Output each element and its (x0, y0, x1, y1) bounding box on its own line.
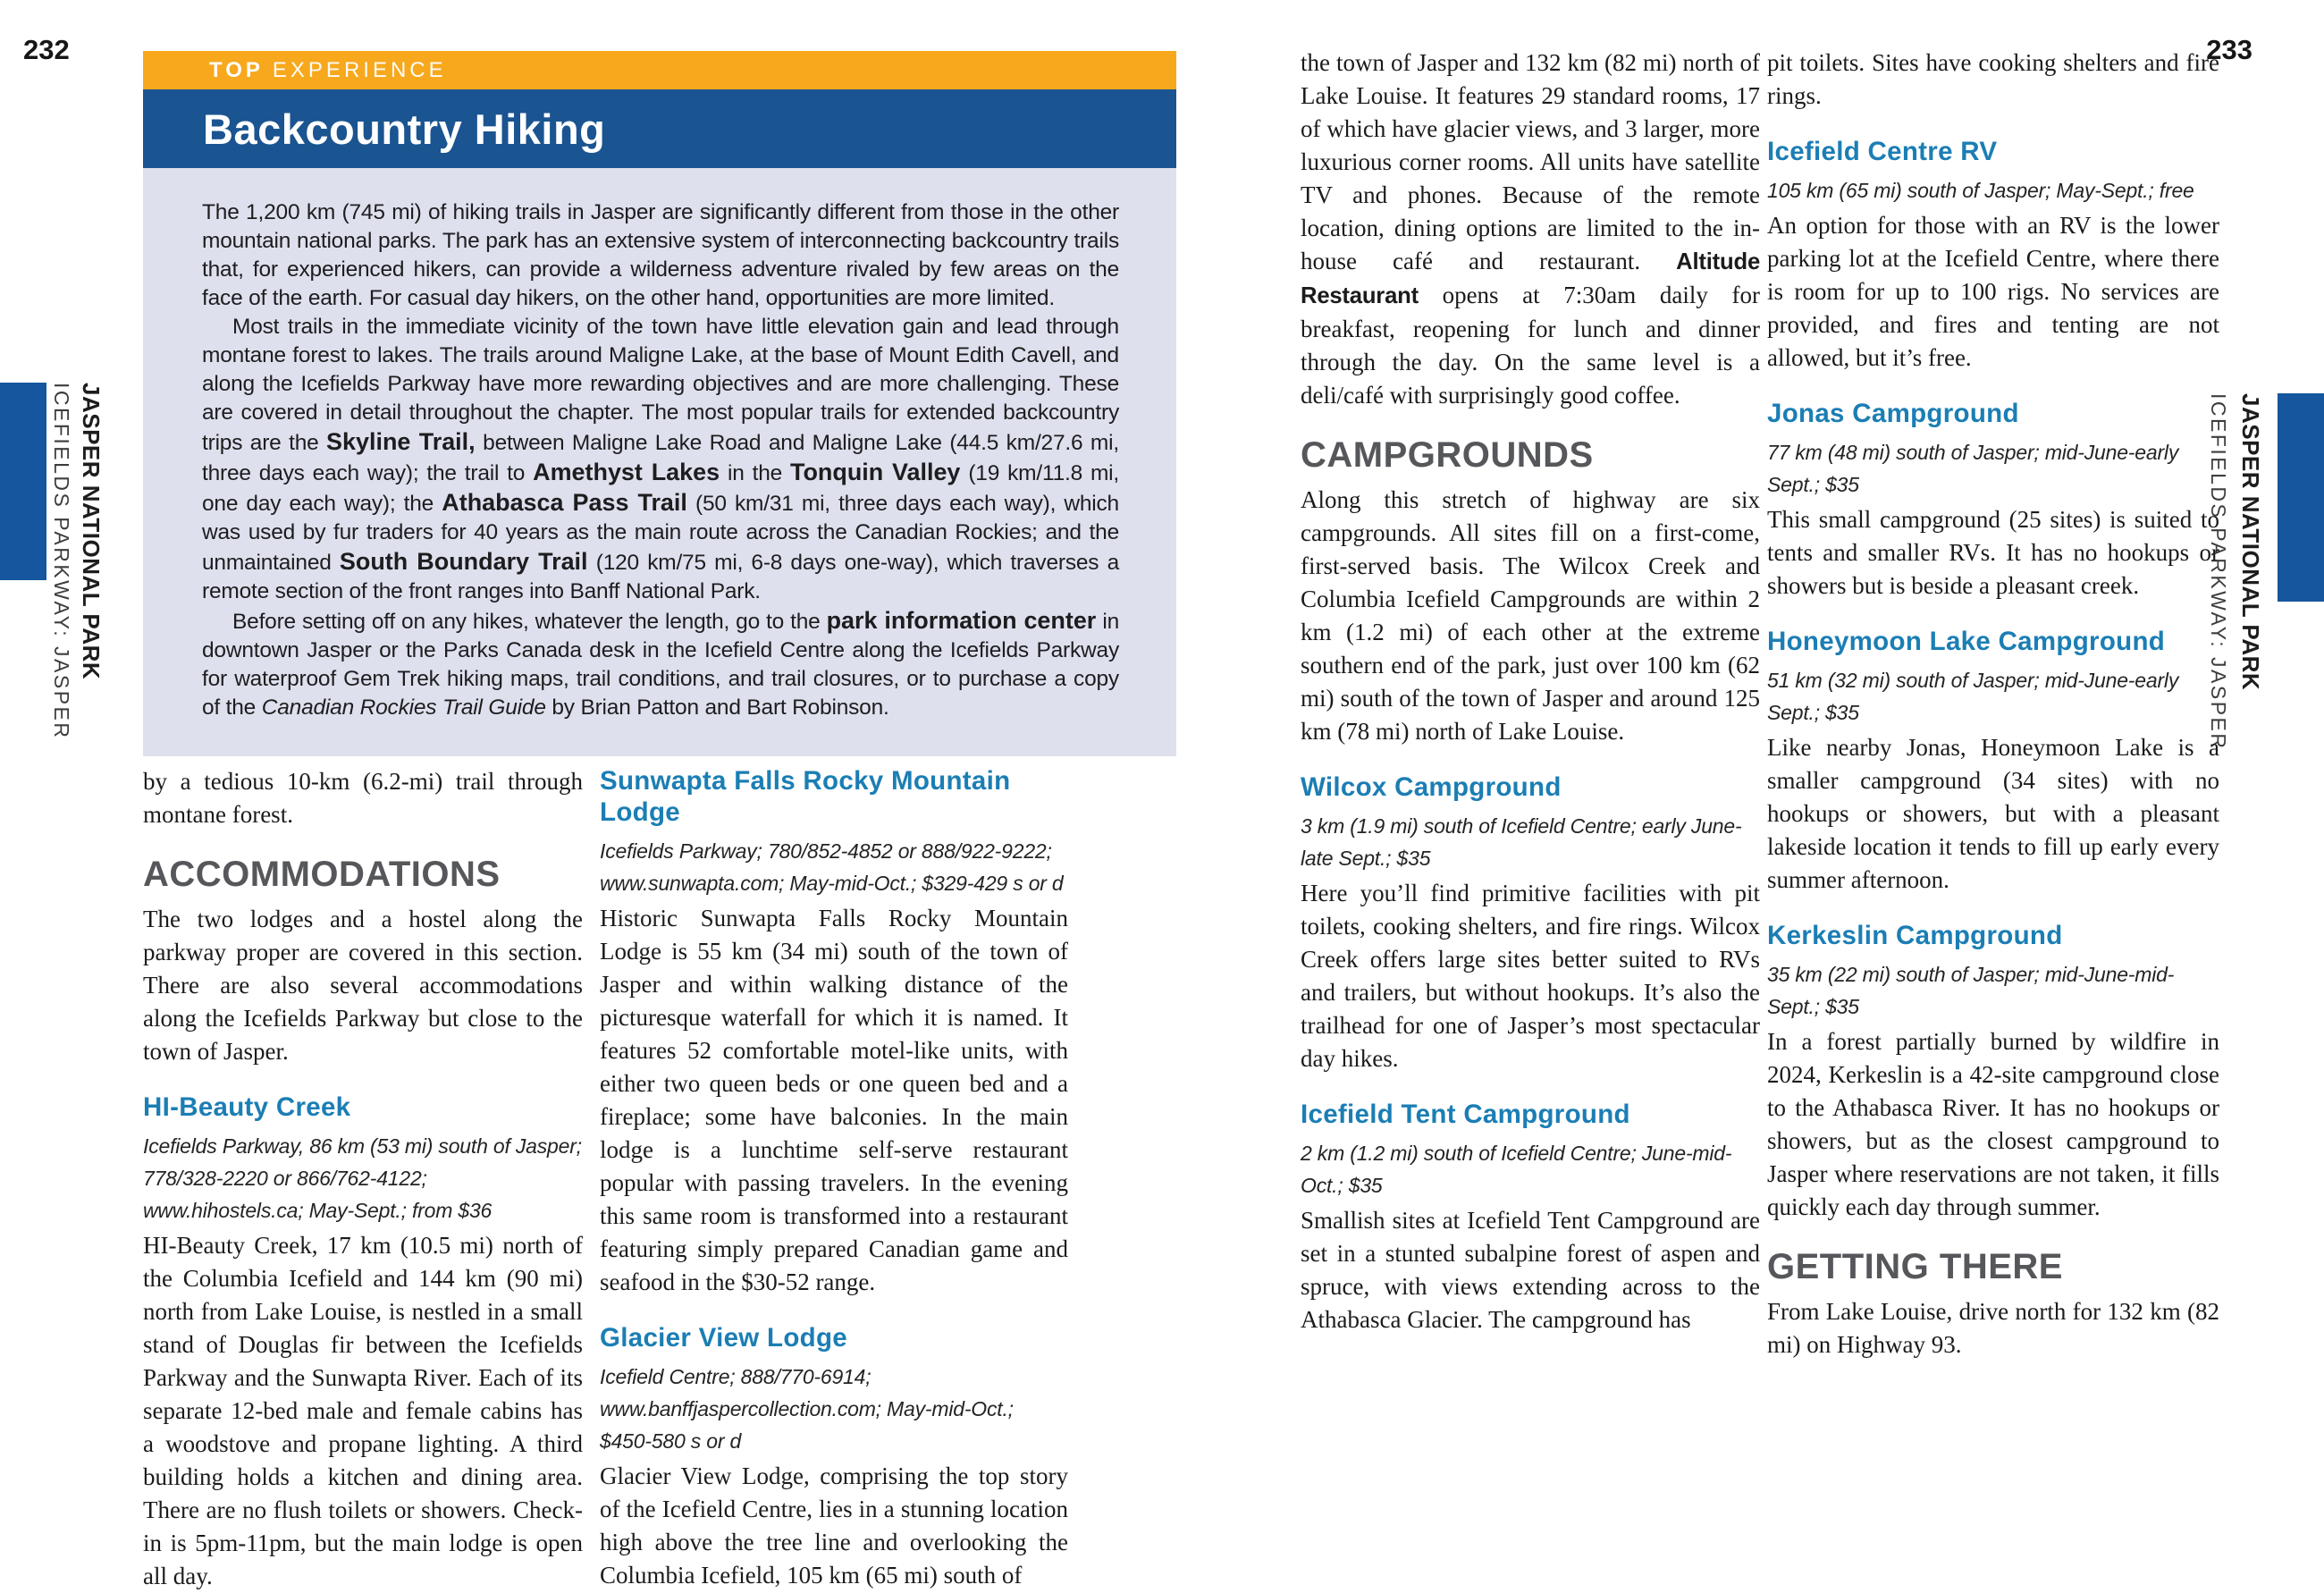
section-heading: GETTING THERE (1767, 1247, 2063, 1286)
sidebar-park-label-right: JASPER NATIONAL PARK (2237, 393, 2264, 691)
listing-heading: Icefield Tent Campground (1301, 1100, 1630, 1129)
body-paragraph: Glacier View Lodge, comprising the top story of the Icefield Centre, lies in a stunning location high above the tree line and overlooking the Columbia Icefield, 105 km (65 mi) south of (600, 1462, 1068, 1589)
feature-box-paragraph: The 1,200 km (745 mi) of hiking trails in Jasper are significantly different from those in the other mountain national parks. The park has an extensive system of interconnecting backcountry trails that, for experienced hikers, can provide a wilderness adventure rivaled by few areas on the face of the earth. For casual day hikers, on the other hand, opportunities are more limited. (202, 200, 1119, 310)
body-paragraph: The two lodges and a hostel along the parkway proper are covered in this section. There are also several accommodations along the Icefields Parkway but close to the town of Jasper. (143, 906, 583, 1065)
listing-details: Icefields Parkway, 86 km (53 mi) south of Jasper; 778/328-2220 or 866/762-4122; www.hihostels.ca; May-Sept.; from $36 (143, 1134, 582, 1222)
sidebar-chapter-label-right: ICEFIELDS PARKWAY: JASPER (2207, 393, 2230, 751)
section-heading: CAMPGROUNDS (1301, 435, 1594, 475)
body-paragraph: Along this stretch of highway are six campgrounds. All sites fill on a first-come, first-served basis. The Wilcox Creek and Columbia Icefield Campgrounds are within 2 km (1.2 mi) of each other at the extreme southern end of the park, just over 100 km (62 mi) south of the town of Jasper and around 125 km (78 mi) north of Lake Louise. (1301, 486, 1760, 745)
page-number-left: 232 (23, 34, 70, 65)
left-page-column-2 (600, 765, 1068, 1592)
listing-details: 35 km (22 mi) south of Jasper; mid-June-mid-Sept.; $35 (1767, 963, 2175, 1018)
sidebar-color-tab-left (0, 383, 46, 580)
listing-heading: Kerkeslin Campground (1767, 921, 2063, 950)
listing-details: 51 km (32 mi) south of Jasper; mid-June-early Sept.; $35 (1767, 669, 2179, 724)
listing-details: 77 km (48 mi) south of Jasper; mid-June-early Sept.; $35 (1767, 441, 2179, 496)
body-paragraph: In a forest partially burned by wildfire in 2024, Kerkeslin is a 42-site campground close to the Athabasca River. It has no hookups or showers, but as the closest campground to Jasper where reservations are not taken, it fills quickly each day through summer. (1767, 1028, 2219, 1220)
listing-heading: Icefield Centre RV (1767, 137, 1998, 166)
listing-details: Icefield Centre; 888/770-6914; www.banffjaspercollection.com; May-mid-Oct.; $450-580 s or d (600, 1365, 1014, 1453)
body-paragraph: the town of Jasper and 132 km (82 mi) north of Lake Louise. It features 29 standard rooms, 17 of which have glacier views, and 3 larger, more luxurious corner rooms. All units have satellite TV and phones. Because of the remote location, dining options are limited to the in-house café and restaurant. Altitude Restaurant opens at 7:30am daily for breakfast, reopening for lunch and dinner through the day. On the same level is a deli/café with surprisingly good coffee. (1301, 49, 1760, 409)
eyebrow-rest-label: EXPERIENCE (272, 57, 447, 82)
eyebrow-bold-label: TOP (209, 57, 264, 82)
body-paragraph: An option for those with an RV is the lower parking lot at the Icefield Centre, where there is room for up to 100 rigs. No services are provided, and fires and tenting are not allowed, but it’s free. (1767, 212, 2219, 371)
sidebar-chapter-label-left: ICEFIELDS PARKWAY: JASPER (50, 383, 73, 740)
body-paragraph: HI-Beauty Creek, 17 km (10.5 mi) north of the Columbia Icefield and 144 km (90 mi) north from Lake Louise, is nestled in a small stand of Douglas fir between the Icefields Parkway and the Sunwapta River. Each of its separate 12-bed male and female cabins has a woodstove and propane lighting. A third building holds a kitchen and dining area. There are no flush toilets or showers. Check-in is 5pm-11pm, but the main lodge is open all day. (143, 1232, 583, 1589)
listing-details: 2 km (1.2 mi) south of Icefield Centre; June-mid-Oct.; $35 (1301, 1142, 1732, 1197)
body-paragraph: Like nearby Jonas, Honeymoon Lake is a smaller campground (34 sites) with no hookups or showers, but with a pleasant lakeside location it tends to fill up early every summer afternoon. (1767, 734, 2219, 893)
body-paragraph: From Lake Louise, drive north for 132 km (82 mi) on Highway 93. (1767, 1298, 2219, 1358)
body-paragraph: This small campground (25 sites) is suited to tents and smaller RVs. It has no hookups or showers but is beside a pleasant creek. (1767, 506, 2219, 599)
body-paragraph: Historic Sunwapta Falls Rocky Mountain Lodge is 55 km (34 mi) south of the town of Jasper and within walking distance of the picturesque waterfall for which it is named. It features 52 comfortable motel-like units, with either two queen beds or one queen bed and a fireplace; some have balconies. In the main lodge is a lunchtime self-serve restaurant popular with passing travelers. In the evening this same room is transformed into a restaurant featuring simply prepared Canadian game and seafood in the $30-52 range. (600, 905, 1068, 1295)
body-paragraph: Smallish sites at Icefield Tent Campground are set in a stunted subalpine forest of aspen and spruce, with views extending across to the Athabasca Glacier. The campground has (1301, 1207, 1760, 1333)
body-paragraph: Here you’ll find primitive facilities with pit toilets, cooking shelters, and fire rings. Wilcox Creek offers large sites better suited to RVs and trailers, but without hookups. It’s also the trailhead for one of Jasper’s most spectacular day hikes. (1301, 880, 1760, 1072)
feature-title: Backcountry Hiking (203, 105, 606, 153)
feature-title-bar (143, 89, 1176, 168)
listing-details: 3 km (1.9 mi) south of Icefield Centre; early June-late Sept.; $35 (1301, 814, 1742, 870)
feature-box-paragraph: Most trails in the immediate vicinity of the town have little elevation gain and lead through montane forest to lakes. The trails around Maligne Lake, at the base of Mount Edith Cavell, and along the Icefields Parkway have more rewarding objectives and are more challenging. These are covered in detail throughout the chapter. The most popular trails for extended backcountry trips are the Skyline Trail, between Maligne Lake Road and Maligne Lake (44.5 km/27.6 mi, three days each way); the trail to Amethyst Lakes in the Tonquin Valley (19 km/11.8 mi, one day each way); the Athabasca Pass Trail (50 km/31 mi, three days each way), which was used by fur traders for 40 years as the main route across the Canadian Rockies; and the unmaintained South Boundary Trail (120 km/75 mi, 6-8 days one-way), which traverses a remote section of the front ranges into Banff National Park. (202, 315, 1120, 603)
listing-heading: HI-Beauty Creek (143, 1092, 351, 1122)
listing-details: 105 km (65 mi) south of Jasper; May-Sept.; free (1767, 179, 2194, 202)
left-page-column-1 (143, 765, 583, 1593)
sidebar-park-label-left: JASPER NATIONAL PARK (78, 383, 105, 680)
listing-heading: Glacier View Lodge (600, 1323, 848, 1353)
feature-box-paragraph: Before setting off on any hikes, whatever the length, go to the park information center in downtown Jasper or the Parks Canada desk in the Icefield Centre along the Icefields Parkway for waterproof Gem Trek hiking maps, trail conditions, and trail closures, or to purchase a copy of the Canadian Rockies Trail Guide by Brian Patton and Bart Robinson. (202, 607, 1119, 720)
right-page-column-2 (1767, 46, 2219, 1361)
section-heading: ACCOMMODATIONS (143, 855, 501, 894)
listing-details: Icefields Parkway; 780/852-4852 or 888/922-9222; www.sunwapta.com; May-mid-Oct.; $329-429 s or d (600, 839, 1064, 895)
body-paragraph: by a tedious 10-km (6.2-mi) trail through montane forest. (143, 768, 583, 828)
listing-heading: Jonas Campground (1767, 399, 2019, 428)
sidebar-color-tab-right (2278, 393, 2324, 602)
body-paragraph: pit toilets. Sites have cooking shelters and fire rings. (1767, 49, 2219, 109)
page-number-right: 233 (2206, 34, 2252, 65)
eyebrow-bar (143, 51, 1176, 89)
right-page-column-1 (1301, 46, 1760, 1336)
top-experience-feature (143, 51, 1176, 756)
listing-heading: Wilcox Campground (1301, 772, 1562, 802)
listing-heading: Sunwapta Falls Rocky Mountain Lodge (600, 766, 1011, 827)
listing-heading: Honeymoon Lake Campground (1767, 627, 2166, 656)
feature-box (143, 168, 1176, 756)
